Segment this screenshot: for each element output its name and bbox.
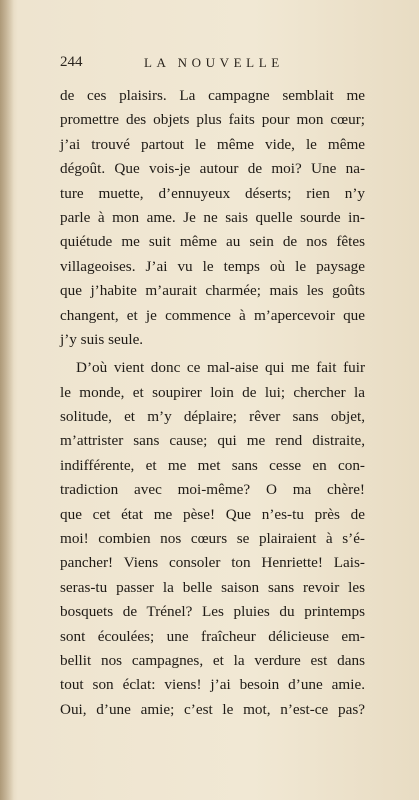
text-line: bosquets de Trénel? Les pluies du printemps	[60, 603, 365, 621]
page-number: 244	[60, 54, 83, 70]
text-line: bellit nos campagnes, et la verdure est dans	[60, 651, 365, 669]
paragraph-1	[60, 84, 365, 352]
text-line: que cet état me pèse! Que n’es-tu près de	[60, 505, 365, 523]
text-line: indifférente, et me met sans cesse en con-	[60, 456, 365, 474]
text-line: m’attrister sans cause; qui me rend distraite,	[60, 432, 365, 450]
text-line: sont écoulées; une fraîcheur délicieuse em-	[60, 627, 365, 645]
text-line: j’y suis seule.	[60, 330, 144, 348]
page-header	[60, 54, 360, 74]
text-line: tradiction avec moi-même? O ma chère!	[60, 481, 365, 499]
spine-shadow	[0, 0, 14, 800]
text-line: D’où vient donc ce mal-aise qui me fait fuir	[76, 359, 365, 377]
text-line: seras-tu passer la belle saison sans revoir les	[60, 578, 365, 596]
text-line: j’ai trouvé partout le même vide, le même	[60, 135, 365, 153]
text-line: pancher! Viens consoler ton Henriette! Lais-	[60, 554, 365, 572]
text-line: moi! combien nos cœurs se plairaient à s’é-	[60, 530, 365, 548]
text-line: de ces plaisirs. La campagne semblait me	[60, 87, 365, 104]
running-title: LA NOUVELLE	[144, 55, 284, 70]
text-line: solitude, et m’y déplaire; rêver sans objet,	[60, 408, 365, 426]
text-line: tout son éclat: viens! j’ai besoin d’une amie.	[60, 676, 365, 694]
text-line: ture muette, d’ennuyeux déserts; rien n’y	[60, 184, 365, 202]
text-line: Oui, d’une amie; c’est le mot, n’est-ce pas?	[60, 700, 365, 718]
body-text	[60, 84, 365, 722]
text-line: quiétude me suit même au sein de nos fêtes	[60, 233, 365, 251]
paragraph-2	[60, 356, 365, 722]
text-line: promettre des objets plus faits pour mon cœur;	[60, 111, 365, 129]
text-line: que j’habite m’aurait charmée; mais les goûts	[60, 282, 365, 300]
text-line: le monde, et soupirer loin de lui; chercher la	[60, 383, 365, 401]
text-line: changent, et je commence à m’apercevoir que	[60, 306, 365, 324]
text-line: parle à mon ame. Je ne sais quelle sourde in-	[60, 208, 365, 226]
text-line: villageoises. J’ai vu le temps où le paysage	[60, 257, 365, 275]
text-line: dégoût. Que vois-je autour de moi? Une na-	[60, 160, 365, 178]
